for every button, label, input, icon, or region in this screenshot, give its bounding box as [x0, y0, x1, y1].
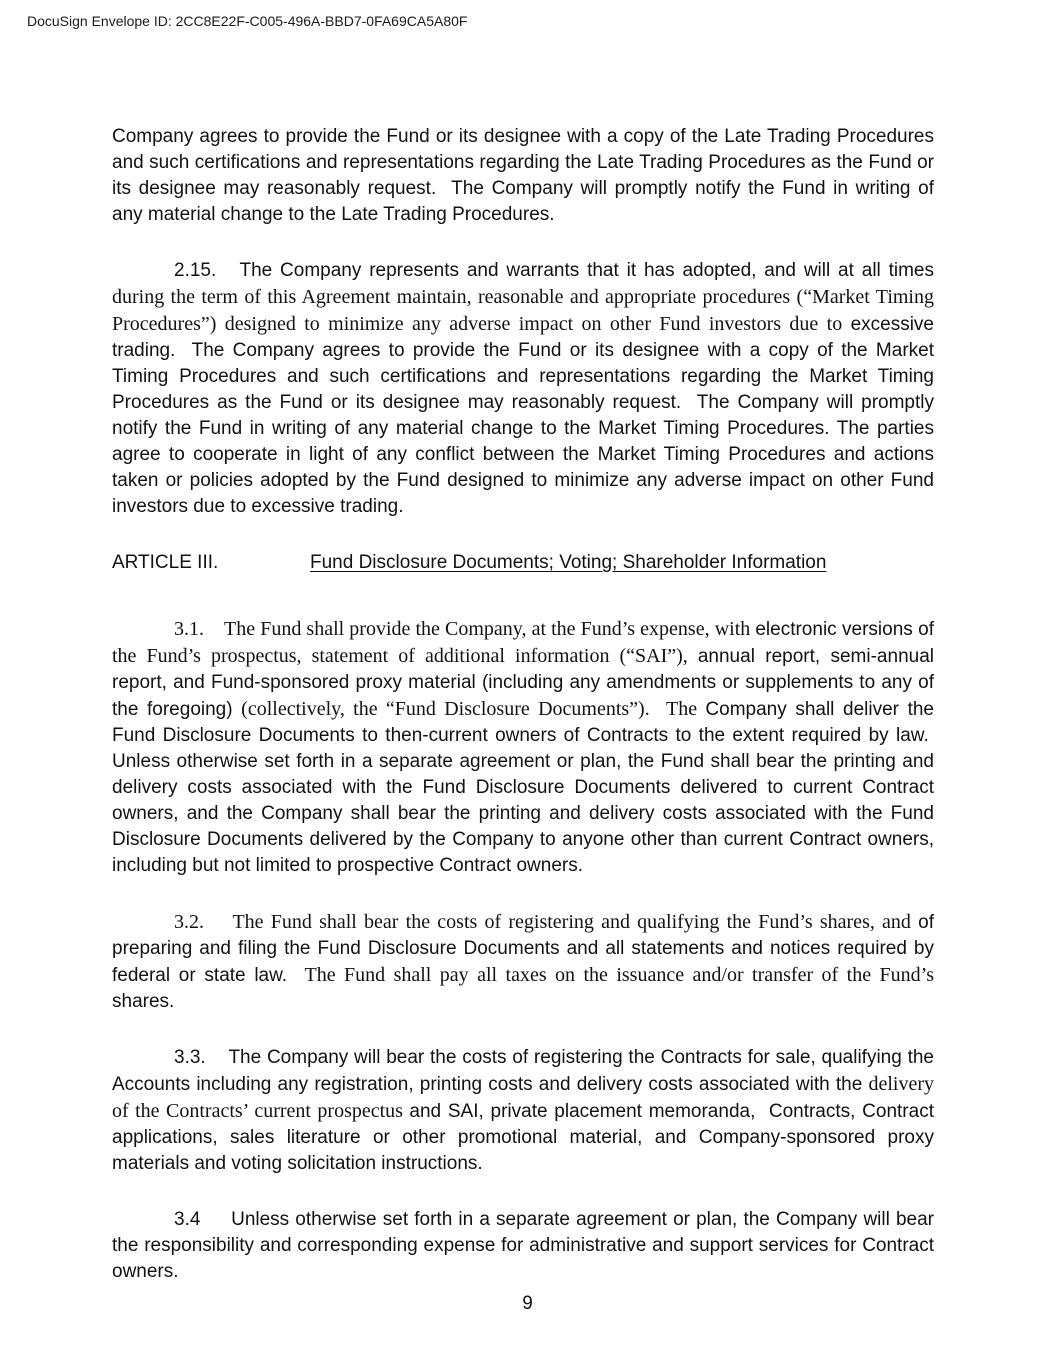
paragraph: [112, 258, 934, 520]
text-run-serif: 3.1. The Fund shall provide the Company, at the Fund’s expense, with: [174, 618, 756, 640]
text-run-sans: 3.3. The Company will bear the costs of registering the Contracts for sale, qualifying the Accounts including any registration, printing costs and delivery costs associated with the: [112, 1047, 934, 1095]
text-run-sans: 2.15. The Company represents and warrants that it has adopted, and will at all times: [174, 260, 934, 281]
text-run-serif: delivery of the Contracts’ current prospectus: [112, 1073, 934, 1122]
paragraph: [112, 1045, 934, 1177]
text-run-serif: The Fund shall pay all taxes on the issuance and/or transfer of the Fund’s: [304, 964, 934, 986]
paragraph: [112, 909, 934, 1015]
document-blocks: [112, 124, 934, 1315]
paragraph: [112, 1207, 934, 1285]
text-run-sans: annual report, semi-annual report, and Fund-sponsored proxy material (including any amendments or supplements to any of the foregoing): [112, 646, 934, 720]
text-run-sans: electronic versions of: [755, 619, 934, 640]
paragraph: [112, 616, 934, 879]
text-run-sans: shares.: [112, 991, 175, 1012]
text-run-sans: 3.4 Unless otherwise set forth in a separate agreement or plan, the Company will bear the responsibility and corresponding expense for administrative and support services for Contract owners.: [112, 1209, 934, 1282]
docusign-envelope-id: DocuSign Envelope ID: 2CC8E22F-C005-496A-BBD7-0FA69CA5A80F: [27, 13, 468, 29]
text-run-serif: during the term of this Agreement maintain, reasonable and appropriate procedures (“Market Timing Procedures”) designed to minimize any adverse impact on other Fund investors due to: [112, 286, 934, 335]
text-run-serif: 3.2. The Fund shall bear the costs of registering and qualifying the Fund’s shares, and: [174, 911, 919, 933]
text-run-sans: and SAI, private placement memoranda, Contracts, Contract applications, sales literature or other promotional material, and Company-sponsored proxy materials and voting solicitation instructions.: [112, 1101, 934, 1174]
text-run-serif: (collectively, the “Fund Disclosure Documents”). The: [241, 698, 706, 720]
paragraph: [112, 124, 934, 228]
text-run-sans: excessive trading. The Company agrees to provide the Fund or its designee with a copy of the Market Timing Procedures and such certifications and representations regarding the Market Timing Procedures as the Fund or its designee may reasonably request. The Company will promptly notify the Fund in writing of any material change to the Market Timing Procedures. The parties agree to cooperate in light of any conflict between the Market Timing Procedures and actions taken or policies adopted by the Fund designed to minimize any adverse impact on other Fund investors due to excessive trading.: [112, 314, 934, 517]
page-number: 9: [522, 1293, 533, 1314]
article-heading: [112, 550, 934, 576]
text-run-sans: Company agrees to provide the Fund or its designee with a copy of the Late Trading Procedures and such certifications and representations regarding the Late Trading Procedures as the Fund or its designee may reasonably request. The Company will promptly notify the Fund in writing of any material change to the Late Trading Procedures.: [112, 126, 934, 225]
text-run-sans: of preparing and filing the Fund Disclosure Documents and all statements and notices required by federal or state law.: [112, 912, 934, 986]
text-run-serif: the Fund’s prospectus, statement of additional information (“SAI”),: [112, 645, 698, 667]
article-heading-title: Fund Disclosure Documents; Voting; Shareholder Information: [310, 552, 827, 573]
article-heading-label: ARTICLE III.: [112, 552, 219, 573]
text-run-sans: Company shall deliver the Fund Disclosure Documents to then-current owners of Contracts to the extent required by law. Unless otherwise set forth in a separate agreement or plan, the Fund shall bear the printing and delivery costs associated with the Fund Disclosure Documents delivered to current Contract owners, and the Company shall bear the printing and delivery costs associated with the Fund Disclosure Documents delivered by the Company to anyone other than current Contract owners, including but not limited to prospective Contract owners.: [112, 699, 934, 876]
